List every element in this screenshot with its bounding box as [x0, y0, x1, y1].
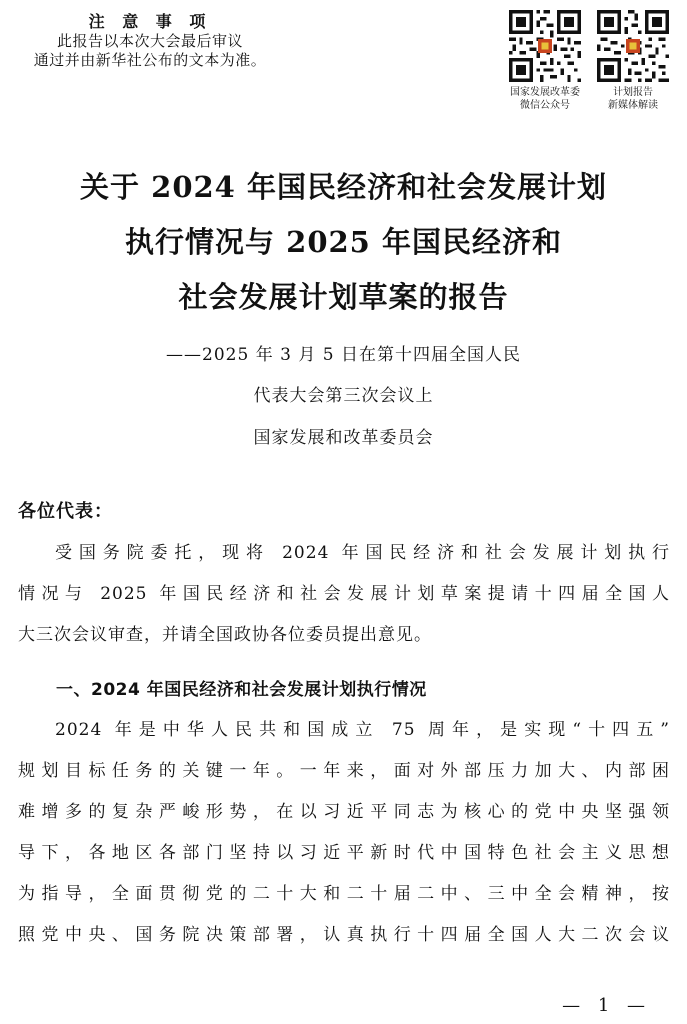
- page-number: — 1 —: [562, 995, 651, 1016]
- qr-caption: 计划报告: [613, 87, 653, 98]
- subtitle-date-line: ——2025 年 3 月 5 日在第十四届全国人民: [166, 345, 521, 365]
- paragraph-line: 导下，各地区各部门坚持以习近平新时代中国特色社会主义思想: [18, 843, 670, 863]
- report-title: [0, 160, 687, 325]
- qr-caption: 新媒体解读: [608, 100, 658, 111]
- paragraph-section-one: [18, 710, 670, 956]
- paragraph-line: 2024 年是中华人民共和国成立 75 周年，是实现“十四五”: [55, 720, 670, 740]
- paragraph-line: 规划目标任务的关键一年。一年来，面对外部压力加大、内部困: [18, 761, 670, 781]
- title-line: 执行情况与 2025 年国民经济和: [125, 225, 562, 259]
- qr-code-report-media[interactable]: [593, 10, 673, 112]
- subtitle-author-line: 国家发展和改革委员会: [253, 428, 434, 448]
- notice-title: 注 意 事 项: [88, 12, 212, 31]
- subtitle-session-line: 代表大会第三次会议上: [253, 386, 434, 406]
- paragraph-intro: [18, 533, 670, 656]
- qr-caption: 国家发展改革委: [510, 87, 580, 98]
- qr-code-icon: [597, 10, 669, 82]
- paragraph-line: 情况与 2025 年国民经济和社会发展计划草案提请十四届全国人: [18, 584, 670, 604]
- title-line: 关于 2024 年国民经济和社会发展计划: [80, 170, 607, 204]
- qr-code-ndrc-wechat[interactable]: [505, 10, 585, 112]
- paragraph-line: 大三次会议审查，并请全国政协各位委员提出意见。: [18, 625, 432, 645]
- title-line: 社会发展计划草案的报告: [178, 280, 509, 314]
- paragraph-line: 受国务院委托，现将 2024 年国民经济和社会发展计划执行: [55, 543, 670, 563]
- notice-box: [0, 12, 300, 70]
- paragraph-line: 难增多的复杂严峻形势，在以习近平同志为核心的党中央坚强领: [18, 802, 670, 822]
- paragraph-line: 照党中央、国务院决策部署，认真执行十四届全国人大二次会议: [18, 925, 670, 945]
- notice-line: 此报告以本次大会最后审议: [56, 32, 243, 50]
- salutation: 各位代表：: [18, 501, 113, 522]
- notice-line: 通过并由新华社公布的文本为准。: [33, 51, 267, 69]
- paragraph-line: 为指导，全面贯彻党的二十大和二十届二中、三中全会精神，按: [18, 884, 670, 904]
- qr-code-icon: [509, 10, 581, 82]
- section-heading: 一、2024 年国民经济和社会发展计划执行情况: [56, 680, 427, 700]
- qr-caption: 微信公众号: [520, 100, 570, 111]
